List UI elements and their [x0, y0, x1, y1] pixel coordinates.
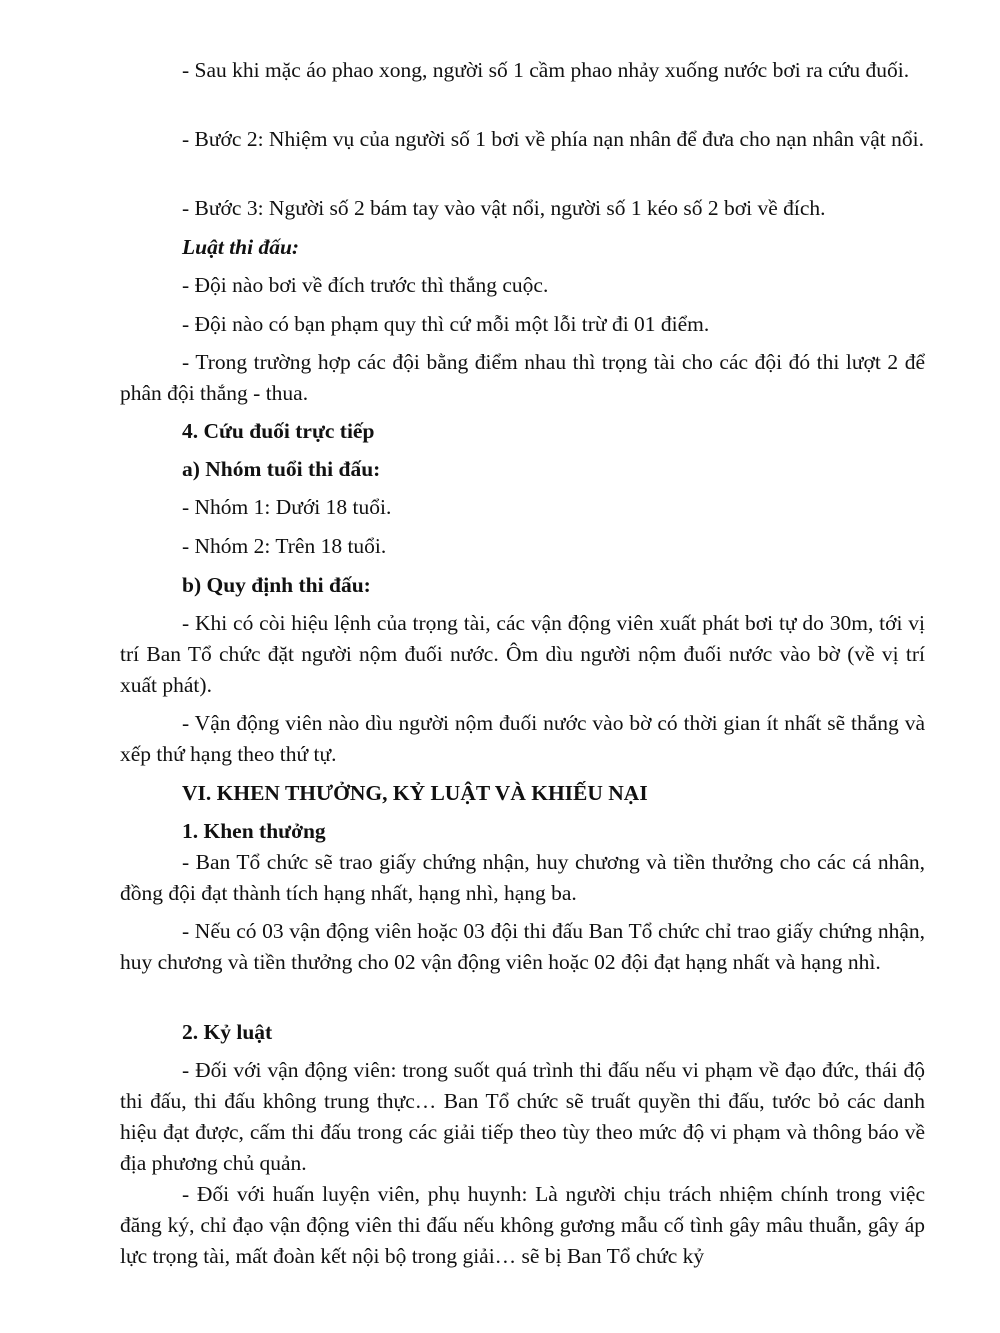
- heading-awards: 1. Khen thưởng: [182, 819, 326, 843]
- heading-competition-rules: Luật thi đấu:: [182, 235, 300, 259]
- paragraph-rule-win: - Đội nào bơi về đích trước thì thắng cuộc.: [182, 273, 549, 297]
- heading-direct-rescue: 4. Cứu đuối trực tiếp: [182, 419, 375, 443]
- heading-competition-regulations: b) Quy định thi đấu:: [182, 573, 371, 597]
- paragraph-step-2: - Bước 2: Nhiệm vụ của người số 1 bơi về phía nạn nhân để đưa cho nạn nhân vật nổi.: [182, 127, 924, 151]
- paragraph-life-jacket: - Sau khi mặc áo phao xong, người số 1 cầm phao nhảy xuống nước bơi ra cứu đuối.: [182, 58, 910, 82]
- paragraph-discipline-coaches: - Đối với huấn luyện viên, phụ huynh: Là người chịu trách nhiệm chính trong việc đăng ký, chỉ đạo vận động viên thi đấu nếu không gương mẫu cố tình gây mâu thuẫn, gây áp lực trọng tài, mất đoàn kết nội bộ trong giải… sẽ bị Ban Tổ chức kỷ: [120, 1182, 925, 1268]
- heading-age-groups: a) Nhóm tuổi thi đấu:: [182, 457, 381, 481]
- paragraph-awards-certificates: - Ban Tổ chức sẽ trao giấy chứng nhận, huy chương và tiền thưởng cho các cá nhân, đồng đội đạt thành tích hạng nhất, hạng nhì, hạng ba.: [120, 850, 925, 905]
- paragraph-group-1: - Nhóm 1: Dưới 18 tuổi.: [182, 495, 392, 519]
- paragraph-whistle-start: - Khi có còi hiệu lệnh của trọng tài, các vận động viên xuất phát bơi tự do 30m, tới vị trí Ban Tổ chức đặt người nộm đuối nước. Ôm dìu người nộm đuối nước vào bờ (về vị trí xuất phát).: [120, 611, 925, 697]
- paragraph-rule-penalty: - Đội nào có bạn phạm quy thì cứ mỗi một lỗi trừ đi 01 điểm.: [182, 312, 710, 336]
- paragraph-rule-tie: - Trong trường hợp các đội bằng điểm nhau thì trọng tài cho các đội đó thi lượt 2 để phân đội thắng - thua.: [120, 350, 925, 405]
- paragraph-awards-three-teams: - Nếu có 03 vận động viên hoặc 03 đội thi đấu Ban Tổ chức chỉ trao giấy chứng nhận, huy chương và tiền thưởng cho 02 vận động viên hoặc 02 đội đạt hạng nhất và hạng nhì.: [120, 919, 925, 974]
- paragraph-fastest-wins: - Vận động viên nào dìu người nộm đuối nước vào bờ có thời gian ít nhất sẽ thắng và xếp thứ hạng theo thứ tự.: [120, 711, 925, 766]
- heading-discipline: 2. Kỷ luật: [182, 1020, 273, 1044]
- paragraph-group-2: - Nhóm 2: Trên 18 tuổi.: [182, 534, 387, 558]
- paragraph-discipline-athletes: - Đối với vận động viên: trong suốt quá trình thi đấu nếu vi phạm về đạo đức, thái độ thi đấu, thi đấu không trung thực… Ban Tổ chức sẽ truất quyền thi đấu, tước bỏ các danh hiệu đạt được, cấm thi đấu trong các giải tiếp theo tùy theo mức độ vi phạm và thông báo về địa phương chủ quản.: [120, 1058, 925, 1175]
- heading-section-vi: VI. KHEN THƯỞNG, KỶ LUẬT VÀ KHIẾU NẠI: [182, 781, 648, 805]
- paragraph-step-3: - Bước 3: Người số 2 bám tay vào vật nổi, người số 1 kéo số 2 bơi về đích.: [182, 196, 826, 220]
